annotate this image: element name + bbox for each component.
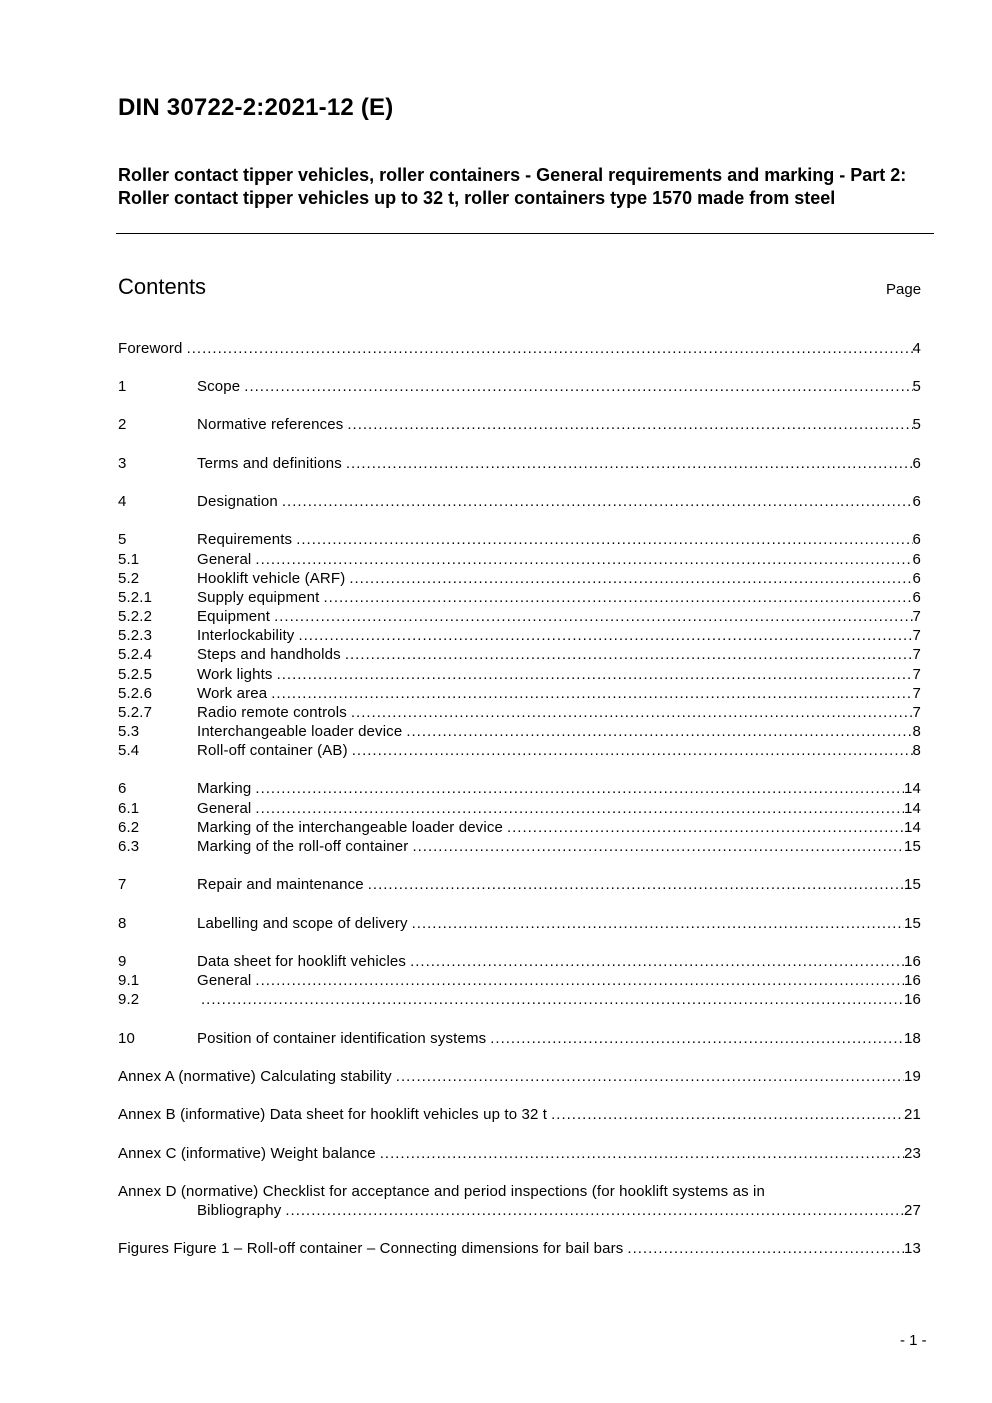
page-column-label: Page (886, 281, 922, 298)
toc-entry-title: Scope (197, 378, 241, 395)
toc-entry-title: Interchangeable loader device (197, 723, 403, 740)
toc-entry-steps-and-handholds[interactable] (118, 645, 921, 664)
toc-entry-annex-c[interactable] (118, 1144, 921, 1163)
toc-entry-title: Designation (197, 493, 278, 510)
toc-entry-title: Marking of the interchangeable loader device (197, 819, 503, 836)
toc-leader-dots (255, 550, 912, 569)
toc-entry-number: 6 (118, 780, 127, 797)
toc-entry-title: Labelling and scope of delivery (197, 915, 408, 932)
toc-leader-dots (298, 626, 912, 645)
toc-leader-dots (255, 779, 904, 798)
toc-entry-number: 6.3 (118, 838, 140, 855)
toc-leader-dots (271, 684, 912, 703)
toc-entry-page: 6 (912, 531, 921, 548)
toc-entry-page: 18 (904, 1030, 921, 1047)
toc-entry-number: 1 (118, 378, 127, 395)
toc-entry-data-sheet[interactable] (118, 952, 921, 971)
toc-entry-number: 5.3 (118, 723, 140, 740)
toc-entry-title: Equipment (197, 608, 271, 625)
toc-entry-roll-off-container[interactable] (118, 741, 921, 760)
toc-leader-dots (285, 1201, 904, 1220)
toc-entry-number: 5.2.4 (118, 646, 153, 663)
toc-entry-labelling-and-scope[interactable] (118, 914, 921, 933)
toc-entry-marking[interactable] (118, 779, 921, 798)
toc-entry-number: 5.2.2 (118, 608, 153, 625)
toc-entry-title: General (197, 972, 252, 989)
toc-entry-repair-and-maintenance[interactable] (118, 875, 921, 894)
toc-entry-title: Bibliography (197, 1202, 282, 1219)
toc-entry-title: Terms and definitions (197, 455, 342, 472)
toc-entry-number: 4 (118, 493, 127, 510)
toc-entry-number: 5.2.7 (118, 704, 153, 721)
toc-leader-dots (347, 415, 912, 434)
toc-entry-number: 5.2.1 (118, 589, 153, 606)
toc-entry-annex-d[interactable] (118, 1182, 921, 1201)
toc-entry-page: 16 (904, 972, 921, 989)
toc-entry-number: 3 (118, 455, 127, 472)
toc-leader-dots (351, 703, 913, 722)
toc-entry-interchangeable-loader-device[interactable] (118, 722, 921, 741)
toc-entry-number: 5.2.5 (118, 666, 153, 683)
toc-entry-number: 9 (118, 953, 127, 970)
toc-entry-page: 23 (904, 1145, 921, 1162)
toc-leader-dots (349, 569, 912, 588)
toc-entry-page: 13 (904, 1240, 921, 1257)
toc-entry-page: 7 (912, 666, 921, 683)
toc-entry-marking-roll-off-container[interactable] (118, 837, 921, 856)
toc-entry-number: 8 (118, 915, 127, 932)
toc-entry-radio-remote-controls[interactable] (118, 703, 921, 722)
toc-entry-page: 6 (912, 551, 921, 568)
toc-entry-number: 5 (118, 531, 127, 548)
toc-leader-dots (323, 588, 912, 607)
toc-entry-normative-references[interactable] (118, 415, 921, 434)
toc-entry-equipment[interactable] (118, 607, 921, 626)
toc-entry-title: Radio remote controls (197, 704, 347, 721)
toc-entry-terms-and-definitions[interactable] (118, 454, 921, 473)
toc-entry-interlockability[interactable] (118, 626, 921, 645)
toc-entry-page: 6 (912, 589, 921, 606)
title-divider (116, 233, 934, 234)
toc-entry-number: 5.4 (118, 742, 140, 759)
toc-entry-scope[interactable] (118, 377, 921, 396)
toc-entry-9-2[interactable] (118, 990, 921, 1009)
contents-heading: Contents (118, 274, 207, 299)
toc-entry-title: Requirements (197, 531, 293, 548)
toc-entry-hooklift-vehicle[interactable] (118, 569, 921, 588)
toc-entry-page: 14 (904, 800, 921, 817)
toc-leader-dots (296, 530, 912, 549)
toc-entry-title: Foreword (118, 340, 183, 357)
toc-entry-title: Annex D (normative) Checklist for acceptance and period inspections (for hooklift systems as in (118, 1183, 766, 1200)
page-number: - 1 - (900, 1332, 927, 1349)
toc-entry-9-1-general[interactable] (118, 971, 921, 990)
toc-entry-title: Annex A (normative) Calculating stability (118, 1068, 392, 1085)
toc-entry-annex-b[interactable] (118, 1105, 921, 1124)
toc-entry-page: 5 (912, 378, 921, 395)
toc-entry-page: 5 (912, 416, 921, 433)
toc-leader-dots (412, 914, 904, 933)
toc-entry-number: 5.1 (118, 551, 140, 568)
toc-entry-page: 7 (912, 646, 921, 663)
toc-entry-foreword[interactable] (118, 339, 921, 358)
toc-leader-dots (201, 990, 904, 1009)
toc-entry-annex-a[interactable] (118, 1067, 921, 1086)
toc-leader-dots (255, 971, 904, 990)
toc-entry-page: 7 (912, 608, 921, 625)
toc-entry-page: 14 (904, 780, 921, 797)
toc-entry-number: 5.2.3 (118, 627, 153, 644)
toc-entry-title: Hooklift vehicle (ARF) (197, 570, 346, 587)
toc-leader-dots (410, 952, 904, 971)
toc-entry-title: Supply equipment (197, 589, 320, 606)
toc-leader-dots (244, 377, 912, 396)
toc-entry-title: Annex B (informative) Data sheet for hooklift vehicles up to 32 t (118, 1106, 548, 1123)
toc-leader-dots (274, 607, 912, 626)
toc-leader-dots (277, 665, 913, 684)
toc-entry-page: 8 (912, 742, 921, 759)
toc-entry-page: 15 (904, 838, 921, 855)
toc-entry-page: 6 (912, 455, 921, 472)
toc-leader-dots (282, 492, 913, 511)
toc-entry-number: 5.2.6 (118, 685, 153, 702)
toc-entry-number: 6.2 (118, 819, 140, 836)
toc-leader-dots (627, 1239, 904, 1258)
toc-leader-dots (551, 1105, 904, 1124)
toc-entry-title: General (197, 800, 252, 817)
toc-entry-page: 8 (912, 723, 921, 740)
toc-entry-page: 27 (904, 1202, 921, 1219)
toc-entry-work-lights[interactable] (118, 665, 921, 684)
toc-entry-title: Work area (197, 685, 268, 702)
toc-entry-title: Figures Figure 1 – Roll-off container – Connecting dimensions for bail bars (118, 1240, 624, 1257)
toc-entry-page: 4 (912, 340, 921, 357)
toc-entry-number: 5.2 (118, 570, 140, 587)
toc-entry-title: Normative references (197, 416, 344, 433)
toc-leader-dots (396, 1067, 904, 1086)
toc-entry-number: 6.1 (118, 800, 140, 817)
toc-entry-page: 6 (912, 570, 921, 587)
toc-leader-dots (380, 1144, 904, 1163)
toc-entry-title: Repair and maintenance (197, 876, 364, 893)
toc-entry-requirements[interactable] (118, 530, 921, 549)
toc-entry-title: Work lights (197, 666, 273, 683)
toc-entry-number: 9.1 (118, 972, 140, 989)
toc-entry-figure-1[interactable] (118, 1239, 921, 1258)
toc-entry-title: Marking of the roll-off container (197, 838, 409, 855)
toc-entry-6-1-general[interactable] (118, 799, 921, 818)
toc-entry-page: 6 (912, 493, 921, 510)
toc-leader-dots (187, 339, 913, 358)
toc-entry-page: 16 (904, 991, 921, 1008)
toc-leader-dots (368, 875, 904, 894)
toc-entry-title: Marking (197, 780, 252, 797)
toc-entry-designation[interactable] (118, 492, 921, 511)
toc-entry-marking-loader-device[interactable] (118, 818, 921, 837)
toc-entry-bibliography[interactable] (118, 1201, 921, 1220)
toc-leader-dots (507, 818, 904, 837)
toc-leader-dots (345, 645, 913, 664)
toc-entry-title: General (197, 551, 252, 568)
toc-entry-page: 7 (912, 685, 921, 702)
toc-entry-container-identification[interactable] (118, 1029, 921, 1048)
toc-entry-work-area[interactable] (118, 684, 921, 703)
toc-entry-number: 2 (118, 416, 127, 433)
toc-entry-title: Position of container identification systems (197, 1030, 487, 1047)
toc-entry-page: 19 (904, 1068, 921, 1085)
document-id: DIN 30722-2:2021-12 (E) (118, 94, 394, 121)
toc-entry-page: 15 (904, 915, 921, 932)
toc-leader-dots (346, 454, 913, 473)
toc-entry-title: Interlockability (197, 627, 295, 644)
toc-entry-title: Steps and handholds (197, 646, 341, 663)
toc-leader-dots (255, 799, 904, 818)
toc-entry-page: 21 (904, 1106, 921, 1123)
toc-entry-page: 7 (912, 627, 921, 644)
toc-entry-number: 10 (118, 1030, 135, 1047)
toc-entry-number: 9.2 (118, 991, 140, 1008)
document-title: Roller contact tipper vehicles, roller containers - General requirements and marking - Part 2: Roller contact tipper vehicles up to 32 t, roller containers type 1570 made from steel (118, 165, 907, 208)
toc-entry-title: Annex C (informative) Weight balance (118, 1145, 376, 1162)
toc-entry-page: 14 (904, 819, 921, 836)
toc-leader-dots (352, 741, 913, 760)
toc-entry-title: Data sheet for hooklift vehicles (197, 953, 407, 970)
toc-entry-page: 7 (912, 704, 921, 721)
toc-entry-5-1-general[interactable] (118, 550, 921, 569)
toc-leader-dots (490, 1029, 904, 1048)
toc-entry-number: 7 (118, 876, 127, 893)
toc-entry-supply-equipment[interactable] (118, 588, 921, 607)
toc-leader-dots (406, 722, 912, 741)
toc-entry-page: 15 (904, 876, 921, 893)
toc-entry-title: Roll-off container (AB) (197, 742, 348, 759)
toc-entry-page: 16 (904, 953, 921, 970)
toc-leader-dots (412, 837, 904, 856)
